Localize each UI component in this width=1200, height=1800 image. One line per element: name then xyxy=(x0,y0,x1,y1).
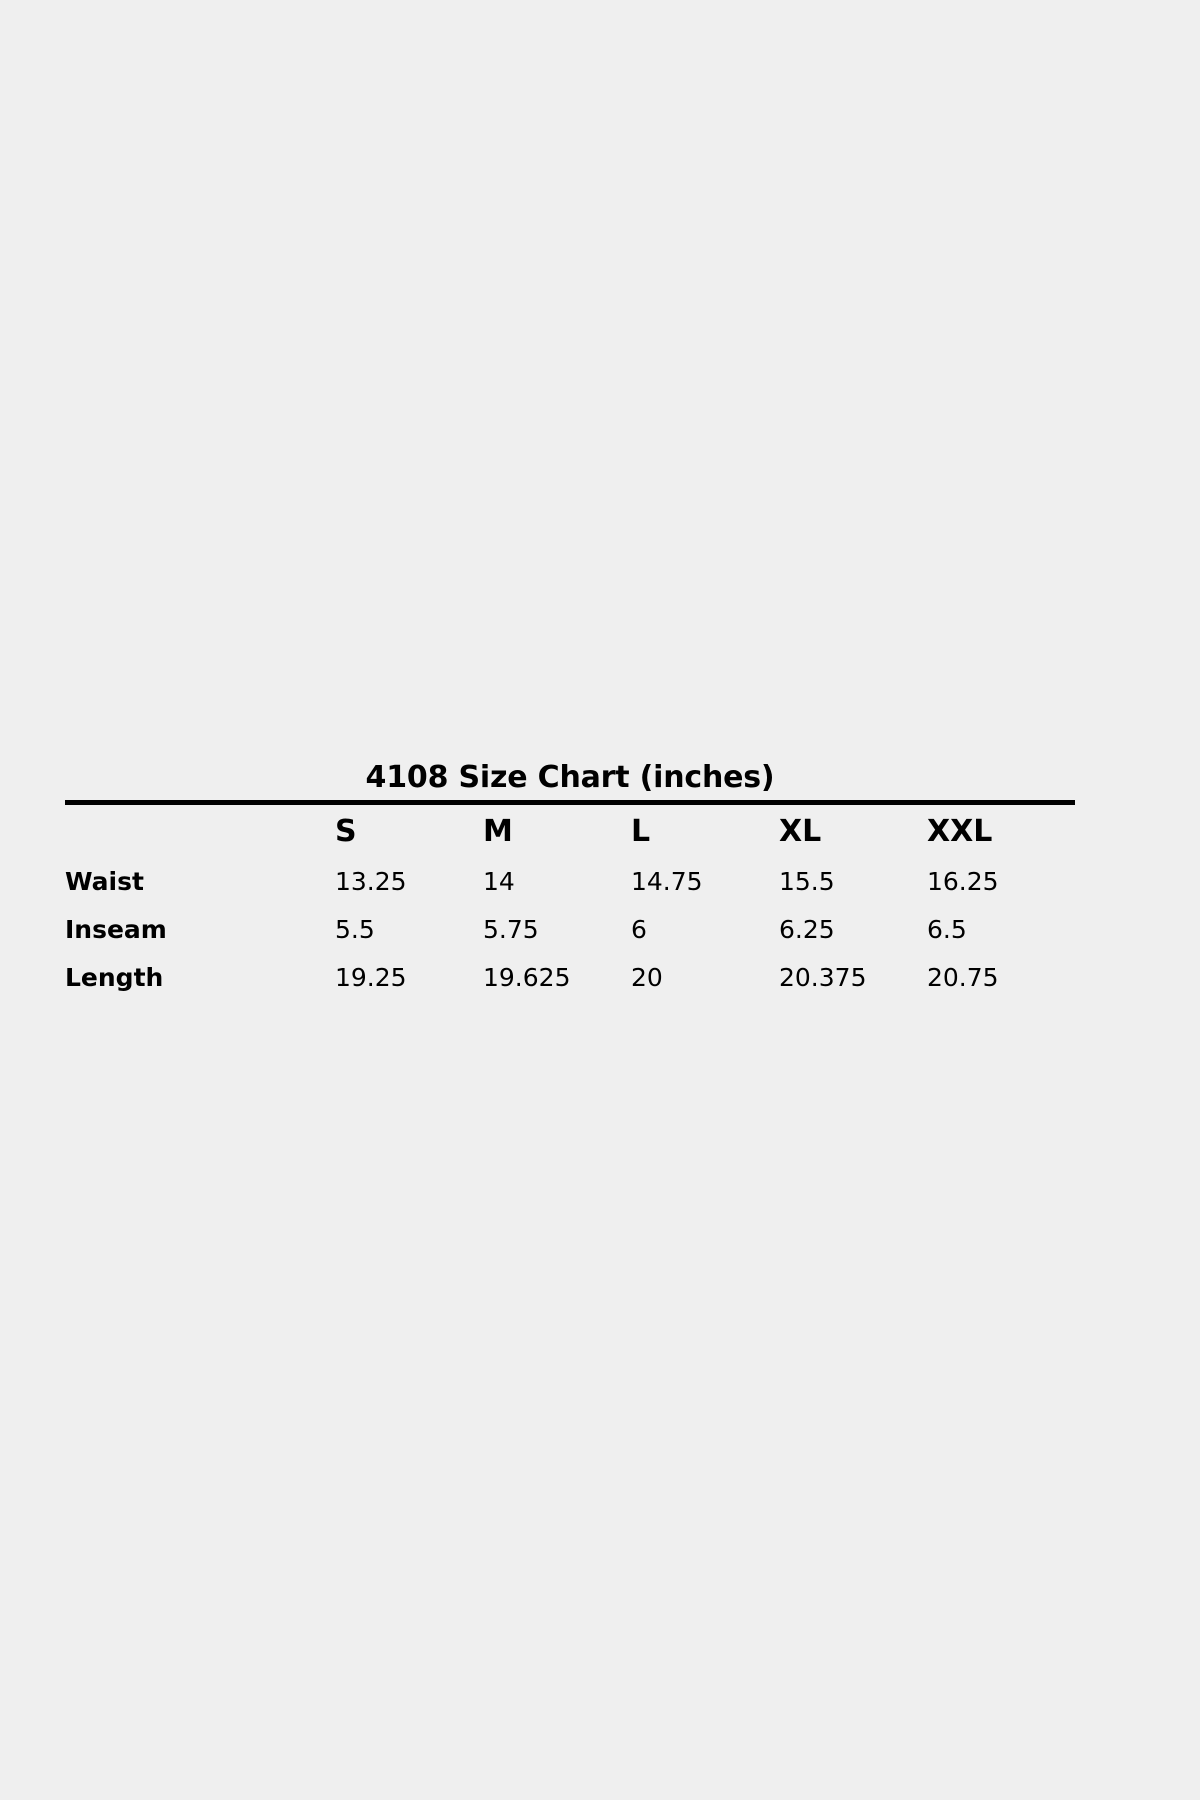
cell-inseam-l: 6 xyxy=(631,914,647,944)
cell-waist-s: 13.25 xyxy=(335,866,407,896)
column-header-s: S xyxy=(335,813,357,849)
cell-length-m: 19.625 xyxy=(483,962,571,992)
column-header-xxl: XXL xyxy=(927,813,993,849)
column-header-l: L xyxy=(631,813,651,849)
cell-waist-m: 14 xyxy=(483,866,515,896)
cell-waist-xl: 15.5 xyxy=(779,866,835,896)
cell-inseam-m: 5.75 xyxy=(483,914,539,944)
page-title: 4108 Size Chart (inches) xyxy=(365,760,775,795)
table-header-row xyxy=(65,803,1075,858)
column-header-xl: XL xyxy=(779,813,822,849)
row-label-length: Length xyxy=(65,962,164,992)
cell-length-l: 20 xyxy=(631,962,663,992)
cell-inseam-xxl: 6.5 xyxy=(927,914,967,944)
cell-length-xl: 20.375 xyxy=(779,962,867,992)
column-header-m: M xyxy=(483,813,513,849)
row-label-waist: Waist xyxy=(65,866,144,896)
cell-length-xxl: 20.75 xyxy=(927,962,999,992)
column-header-blank xyxy=(65,803,335,858)
row-label-inseam: Inseam xyxy=(65,914,167,944)
cell-waist-l: 14.75 xyxy=(631,866,703,896)
size-chart-table xyxy=(65,800,1075,1001)
cell-waist-xxl: 16.25 xyxy=(927,866,999,896)
cell-length-s: 19.25 xyxy=(335,962,407,992)
table-row xyxy=(65,953,1075,1001)
cell-inseam-s: 5.5 xyxy=(335,914,375,944)
size-chart-container xyxy=(65,760,1075,1001)
table-row xyxy=(65,905,1075,953)
table-row xyxy=(65,857,1075,905)
cell-inseam-xl: 6.25 xyxy=(779,914,835,944)
